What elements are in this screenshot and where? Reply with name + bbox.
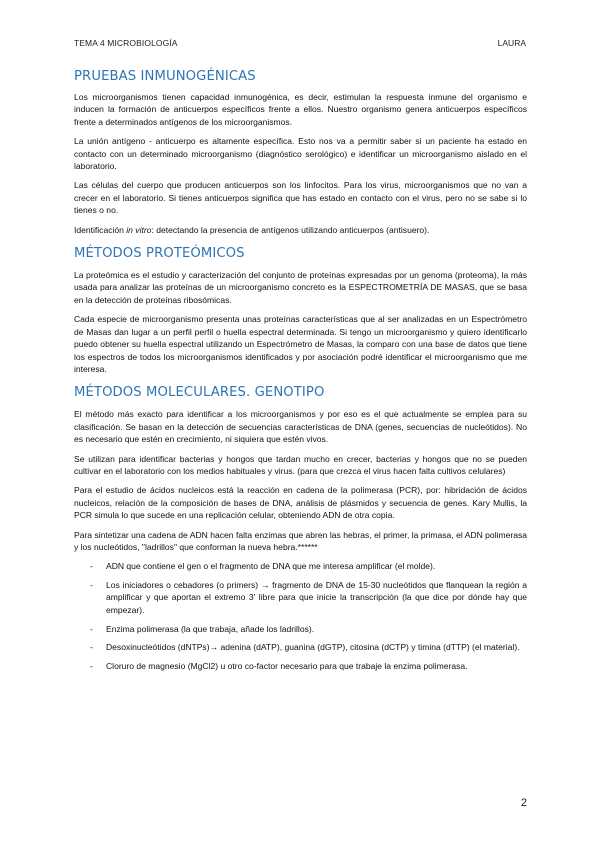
section-title-metodos-proteomicos: MÉTODOS PROTEÓMICOS	[74, 246, 245, 262]
paragraph-identification	[74, 224, 527, 236]
identification-prefix: Identificación	[74, 224, 127, 235]
list-item	[74, 560, 527, 572]
list-bullet: -	[90, 580, 93, 591]
paragraph: La unión antígeno - anticuerpo es altamente específica. Esto nos va a permitir saber si un paciente ha estado en contacto con un determinado microorganismo (diagnóstico serológico) e identificar un microorganismo aislado en el laboratorio.	[74, 136, 527, 172]
list-item	[74, 660, 527, 672]
paragraph: Las células del cuerpo que producen anticuerpos son los linfocitos. Para los virus, microorganismos que no van a crecer en el laboratorio. Si tienes anticuerpos significa que has estado en contacto con el virus, pero no se sabe si lo tienes o no.	[74, 180, 527, 216]
pcr-components-list	[74, 560, 527, 672]
identification-italic: in vitro	[126, 224, 152, 235]
paragraph: Para el estudio de ácidos nucleicos está la reacción en cadena de la polimerasa (PCR), por: hibridación de ácidos nucleicos, relación de la composición de bases de DNA, análisis de plásmidos y secuencia de genes. Kary Mullis, la PCR simula lo que sucede en una replicación celular, obteniendo ADN de otra copia.	[74, 485, 527, 521]
header-course-title: TEMA 4 MICROBIOLOGÍA	[74, 38, 178, 48]
list-bullet: -	[90, 623, 93, 634]
page-content	[74, 68, 527, 679]
list-bullet: -	[90, 561, 93, 572]
section-title-metodos-moleculares: MÉTODOS MOLECULARES. GENOTIPO	[74, 385, 325, 401]
list-item	[74, 579, 527, 616]
list-item-text: Desoxinucleótidos (dNTPs)→ adenina (dATP), guanina (dGTP), citosina (dCTP) y timina (dTTP) (el material).	[106, 642, 520, 653]
section-title-pruebas-inmunogenicas: PRUEBAS INMUNOGÉNICAS	[74, 69, 256, 84]
list-bullet: -	[90, 642, 93, 653]
list-item	[74, 623, 527, 635]
paragraph: Los microorganismos tienen capacidad inmunogénica, es decir, estimulan la respuesta inmune del organismo e inducen la formación de anticuerpos específicos frente a ellos. Nuestro organismo genera anticuerpos específicos frente a determinados antígenos de los microorganismos.	[74, 92, 527, 127]
list-item	[74, 641, 527, 653]
paragraph: El método más exacto para identificar a los microorganismos y por eso es el que actualmente se emplea para su clasificación. Se basan en la detección de secuencias características de DNA (genes, secuencias de nucleótidos). No es necesario que estén en crecimiento, ni siquiera que estén vivos.	[74, 409, 527, 445]
paragraph: Para sintetizar una cadena de ADN hacen falta enzimas que abren las hebras, el primer, la primasa, el ADN polimerasa y los nucleótidos, "ladrillos" que conforman la nueva hebra.******	[74, 529, 527, 552]
list-item-text: ADN que contiene el gen o el fragmento de DNA que me interesa amplificar (el molde).	[106, 561, 436, 572]
header-author: LAURA	[497, 38, 526, 48]
paragraph: Se utilizan para identificar bacterias y hongos que tardan mucho en crecer, bacterias y hongos que no se pueden cultivar en el laboratorio con los medios habituales y virus. (para que crezca el virus hacen falta cultivos celulares)	[74, 453, 527, 476]
page-number: 2	[520, 797, 527, 809]
identification-suffix: : detectando la presencia de antígenos utilizando anticuerpos (antisuero).	[151, 224, 430, 235]
paragraph: La proteómica es el estudio y caracterización del conjunto de proteínas expresadas por un genoma (proteoma), la más usada para analizar las proteínas de un microorganismo concreto es la ESPECTROMETRÍA DE MASAS, que se basa en la detección de proteínas ribosómicas.	[74, 270, 527, 305]
list-bullet: -	[90, 661, 93, 671]
list-item-text: Los iniciadores o cebadores (o primers) → fragmento de DNA de 15-30 nucleótidos que flanquean la región a amplificar y que aportan el extremo 3' libre para que inicie la transcripción (la que dice por dónde hay que empezar).	[106, 580, 527, 615]
list-item-text: Enzima polimerasa (la que trabaja, añade los ladrillos).	[106, 623, 315, 634]
paragraph: Cada especie de microorganismo presenta unas proteínas características que al ser analizadas en un Espectrómetro de Masas dan lugar a un perfil perfil o huella espectral determinada. Si tengo un microorganismo y quiero identificarlo puedo obtener su huella espectral utilizando un Espectrómetro de Masas, la comparo con una base de datos que tiene los espectros de todos los microorganismos identificados y por asociación podré identificar el microorganismo que me interesa.	[74, 314, 527, 374]
list-item-text: Cloruro de magnesio (MgCl2) u otro co-factor necesario para que trabaje la enzima polimerasa.	[106, 661, 468, 671]
